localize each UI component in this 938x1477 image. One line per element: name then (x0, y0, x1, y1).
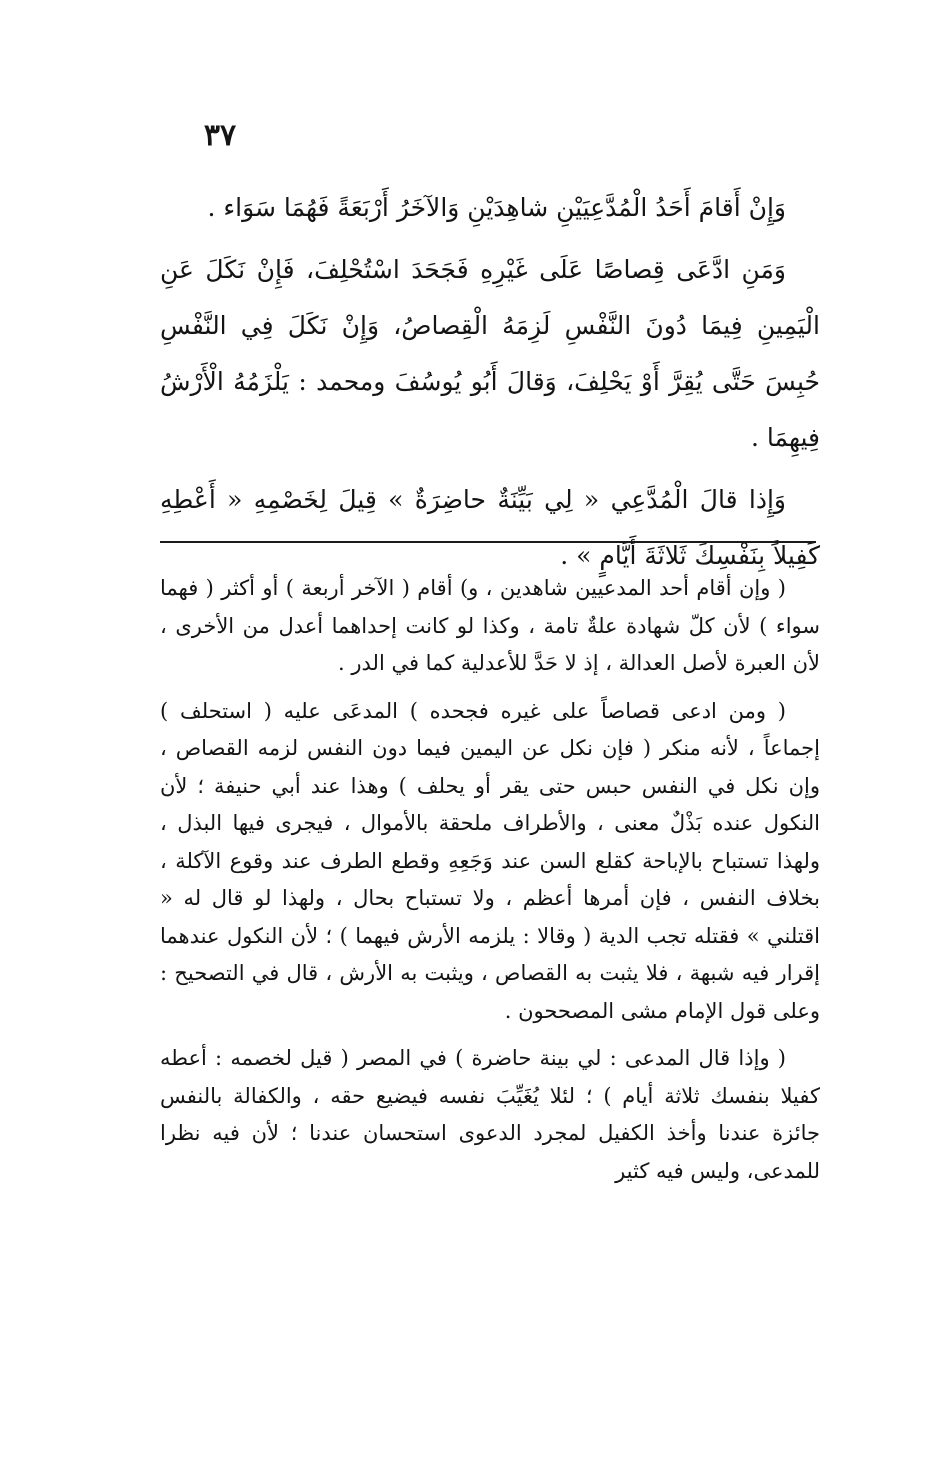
commentary-text (160, 570, 820, 1190)
main-text-paragraph: وَإِنْ أَقامَ أَحَدُ الْمُدَّعِيَيْنِ شاهِدَيْنِ وَالآخَرُ أَرْبَعَةً فَهُمَا سَوَاء . (207, 193, 786, 222)
section-divider (160, 541, 816, 543)
page-number: ٣٧ (203, 118, 237, 153)
commentary-paragraph: ( وإن أقام أحد المدعيين شاهدين ، و) أقام ( الآخر أربعة ) أو أكثر ( فهما سواء ) لأن كلّ شهادة علةٌ تامة ، وكذا لو كانت إحداهما أعدل من الأخرى ، لأن العبرة لأصل العدالة ، إذ لا حَدَّ للأعدلية كما في الدر . (160, 576, 820, 675)
commentary-paragraph: ( وإذا قال المدعى : لي بينة حاضرة ) في المصر ( قيل لخصمه : أعطه كفيلا بنفسك ثلاثة أيام ) ؛ لئلا يُغَيِّبَ نفسه فيضيع حقه ، والكفالة بالنفس جائزة عندنا وأخذ الكفيل لمجرد الدعوى استحسان عندنا ؛ لأن فيه نظرا للمدعى، وليس فيه كثير (160, 1046, 820, 1183)
main-text (160, 180, 820, 584)
main-text-paragraph: وَمَنِ ادَّعَى قِصاصًا عَلَى غَيْرِهِ فَجَحَدَ اسْتُحْلِفَ، فَإِنْ نَكَلَ عَنِ الْيَمِينِ فِيمَا دُونَ النَّفْسِ لَزِمَهُ الْقِصاصُ، وَإِنْ نَكَلَ فِي النَّفْسِ حُبِسَ حَتَّى يُقِرَّ أَوْ يَحْلِفَ، وَقالَ أَبُو يُوسُفَ ومحمد : يَلْزَمُهُ الْأَرْشُ فِيهِمَا . (160, 255, 820, 452)
commentary-paragraph: ( ومن ادعى قصاصاً على غيره فجحده ) المدعَى عليه ( استحلف ) إجماعاً ، لأنه منكر ( فإن نكل عن اليمين فيما دون النفس لزمه القصاص ، وإن نكل في النفس حبس حتى يقر أو يحلف ) وهذا عند أبي حنيفة ؛ لأن النكول عنده بَذْلٌ معنى ، والأطراف ملحقة بالأموال ، فيجرى فيها البذل ، ولهذا تستباح بالإباحة كقلع السن عند وَجَعِهِ وقطع الطرف عند وقوع الآكلة ، بخلاف النفس ، فإن أمرها أعظم ، ولا تستباح بحال ، ولهذا لو قال له « اقتلني » فقتله تجب الدية ( وقالا : يلزمه الأرش فيهما ) ؛ لأن النكول عندهما إقرار فيه شبهة ، فلا يثبت به القصاص ، ويثبت به الأرش ، قال في التصحيح : وعلى قول الإمام مشى المصححون . (160, 698, 820, 1023)
main-text-paragraph: وَإِذا قالَ الْمُدَّعِي « لِي بَيِّنَةٌ حاضِرَةٌ » قِيلَ لِخَصْمِهِ « أَعْطِهِ كَفِيلاً بِنَفْسِكَ ثَلاثَةَ أَيَّامٍ » . (160, 485, 820, 570)
